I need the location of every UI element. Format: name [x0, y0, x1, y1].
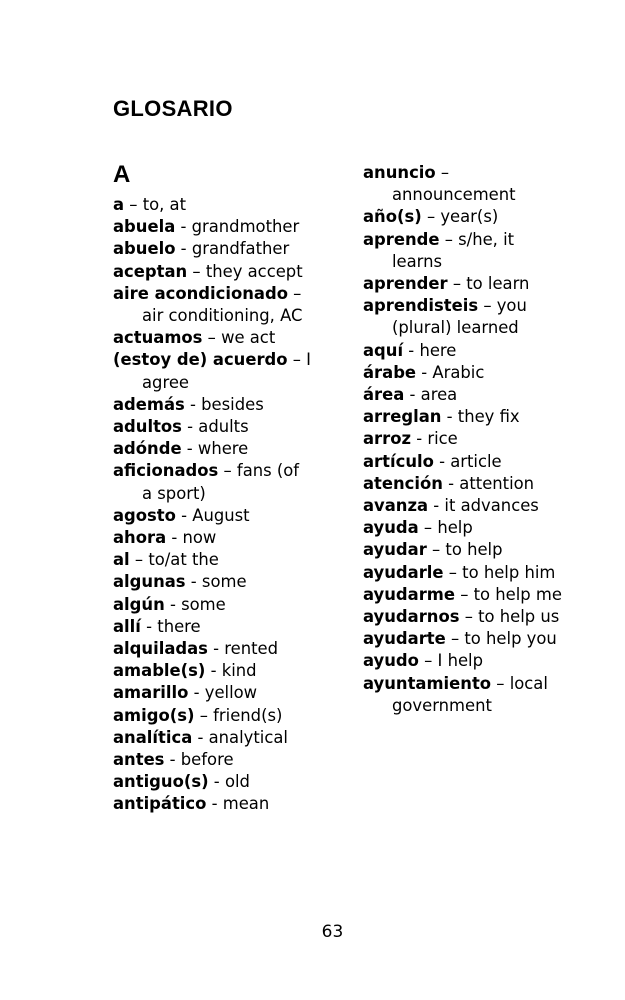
- entry-term: árabe: [363, 362, 417, 382]
- glossary-entry: [113, 705, 313, 727]
- entry-term: aprendisteis: [363, 296, 479, 316]
- entry-separator: –: [124, 195, 143, 214]
- entry-definition: we act: [221, 328, 276, 348]
- entry-definition: some: [201, 572, 247, 592]
- entry-separator: –: [439, 229, 459, 249]
- entry-term: algunas: [113, 572, 186, 592]
- entry-definition: before: [180, 750, 234, 770]
- glossary-entry: [113, 216, 313, 238]
- entry-definition: s/he, it learns: [392, 229, 515, 271]
- entry-separator: –: [129, 550, 149, 570]
- entry-definition: you (plural) learned: [392, 296, 527, 338]
- entry-definition: kind: [221, 661, 257, 681]
- entry-definition: now: [182, 528, 217, 548]
- glossary-entry: [113, 727, 313, 749]
- entry-term: avanza: [363, 496, 429, 516]
- entry-separator: –: [435, 163, 450, 182]
- entry-separator: -: [416, 362, 433, 382]
- entry-definition: to help us: [478, 607, 560, 627]
- entry-term: amarillo: [113, 683, 189, 703]
- entry-separator: –: [194, 705, 214, 725]
- entry-term: aquí: [363, 340, 404, 360]
- glossary-entry: [113, 571, 313, 593]
- entry-separator: –: [454, 584, 474, 604]
- entry-definition: friend(s): [213, 705, 283, 725]
- entry-term: artículo: [363, 451, 434, 471]
- glossary-entry: [363, 606, 563, 628]
- glossary-entry: [363, 562, 563, 584]
- entry-term: aficionados: [113, 461, 219, 481]
- entry-term: antes: [113, 750, 165, 770]
- entry-term: ayuntamiento: [363, 673, 492, 693]
- glossary-entry: [363, 384, 563, 406]
- entry-term: aire acondicionado: [113, 283, 288, 303]
- entry-term: algún: [113, 594, 165, 614]
- glossary-entry: [363, 206, 563, 228]
- glossary-entry: [113, 682, 313, 704]
- entry-term: (estoy de) acuerdo: [113, 350, 288, 370]
- entry-definition: to help: [445, 540, 503, 560]
- glossary-entry: [113, 283, 313, 327]
- glossary-entry: [113, 505, 313, 527]
- entry-term: ayudo: [363, 651, 419, 671]
- glossary-entry: [363, 273, 563, 295]
- entry-term: actuamos: [113, 328, 203, 348]
- glossary-entry: [113, 527, 313, 549]
- entry-separator: –: [202, 328, 222, 348]
- entry-term: aprende: [363, 229, 440, 249]
- entry-separator: –: [478, 296, 497, 316]
- glossary-entry: [113, 771, 313, 793]
- entry-separator: –: [491, 673, 510, 693]
- entry-definition: rented: [224, 639, 279, 659]
- glossary-entry: [363, 229, 563, 273]
- glossary-entry: [113, 438, 313, 460]
- entry-separator: –: [187, 261, 206, 281]
- entry-separator: -: [192, 727, 209, 747]
- entry-definition: it advances: [444, 496, 539, 516]
- entry-separator: -: [164, 594, 182, 614]
- glossary-entry: [113, 460, 313, 504]
- entry-definition: grandfather: [191, 239, 290, 259]
- glossary-entry: [363, 362, 563, 384]
- entry-separator: -: [175, 217, 192, 237]
- entry-term: allí: [113, 616, 141, 636]
- glossary-entry: [363, 673, 563, 717]
- entry-separator: –: [447, 274, 467, 294]
- entry-term: amable(s): [113, 661, 206, 681]
- entry-term: abuela: [113, 217, 176, 237]
- entry-separator: –: [421, 207, 441, 227]
- entry-separator: -: [404, 385, 421, 405]
- entry-definition: I agree: [142, 350, 312, 392]
- entry-definition: to help you: [464, 629, 557, 649]
- glossary-entry: [113, 349, 313, 393]
- glossary-entry: [363, 473, 563, 495]
- entry-definition: article: [450, 451, 502, 471]
- entry-term: adónde: [113, 439, 182, 459]
- entry-definition: to learn: [466, 274, 530, 294]
- entry-separator: -: [175, 505, 193, 525]
- entry-separator: -: [207, 639, 225, 659]
- entry-term: abuelo: [113, 239, 176, 259]
- entry-separator: –: [287, 350, 307, 370]
- glossary-column-right: [363, 162, 563, 717]
- entry-term: ayuda: [363, 518, 419, 538]
- glossary-entry: [113, 749, 313, 771]
- glossary-entry: [363, 295, 563, 339]
- entry-definition: some: [181, 594, 226, 614]
- entry-definition: adults: [198, 417, 249, 437]
- entry-definition: analytical: [208, 727, 288, 747]
- entry-separator: -: [181, 417, 199, 437]
- glossary-entry: [113, 594, 313, 616]
- glossary-entry: [363, 162, 563, 206]
- entry-term: anuncio: [363, 163, 436, 182]
- entry-separator: -: [188, 683, 205, 703]
- entry-separator: -: [164, 750, 181, 770]
- entry-definition: to help him: [462, 562, 556, 582]
- entry-term: arroz: [363, 429, 412, 449]
- entry-separator: –: [218, 461, 237, 481]
- entry-term: alquiladas: [113, 639, 208, 659]
- entry-term: ayudarte: [363, 629, 446, 649]
- glossary-entry: [113, 660, 313, 682]
- entry-definition: to, at: [142, 195, 187, 214]
- entry-definition: August: [192, 505, 250, 525]
- entry-term: atención: [363, 473, 443, 493]
- glossary-entry: [363, 406, 563, 428]
- entry-definition: announcement: [392, 185, 516, 205]
- section-letter: A: [113, 161, 131, 188]
- entry-definition: to/at the: [148, 550, 219, 570]
- entry-definition: rice: [427, 429, 458, 449]
- glossary-entry: [363, 628, 563, 650]
- glossary-entry: [363, 495, 563, 517]
- entry-separator: -: [205, 661, 222, 681]
- glossary-entry: [113, 638, 313, 660]
- entry-separator: -: [403, 340, 420, 360]
- entry-term: aceptan: [113, 261, 188, 281]
- entry-separator: -: [184, 394, 202, 414]
- entry-term: arreglan: [363, 407, 442, 427]
- glossary-entry: [113, 416, 313, 438]
- entry-definition: old: [224, 772, 250, 792]
- entry-term: ayudarle: [363, 562, 444, 582]
- glossary-entry: [113, 238, 313, 260]
- entry-definition: where: [197, 439, 249, 459]
- entry-separator: –: [287, 283, 302, 303]
- entry-definition: I help: [437, 651, 484, 671]
- entry-term: año(s): [363, 207, 422, 227]
- entry-separator: -: [185, 572, 202, 592]
- entry-separator: –: [445, 629, 465, 649]
- glossary-entry: [363, 451, 563, 473]
- entry-separator: -: [441, 407, 458, 427]
- entry-list-left: [113, 194, 313, 816]
- entry-definition: there: [157, 616, 201, 636]
- entry-definition: they accept: [205, 261, 303, 281]
- entry-separator: -: [206, 794, 223, 814]
- entry-separator: -: [208, 772, 225, 792]
- entry-term: amigo(s): [113, 705, 195, 725]
- glossary-entry: [113, 261, 313, 283]
- entry-separator: -: [166, 528, 183, 548]
- entry-term: agosto: [113, 505, 176, 525]
- entry-definition: area: [420, 385, 458, 405]
- page-number: 63: [321, 922, 344, 942]
- entry-definition: fans (of a sport): [142, 461, 300, 503]
- entry-term: área: [363, 385, 405, 405]
- entry-definition: help: [437, 518, 473, 538]
- entry-term: adultos: [113, 417, 182, 437]
- entry-list-right: [363, 162, 563, 717]
- entry-definition: besides: [201, 394, 264, 414]
- entry-separator: –: [426, 540, 446, 560]
- glossary-entry: [363, 428, 563, 450]
- entry-separator: -: [411, 429, 428, 449]
- entry-term: ayudarme: [363, 584, 455, 604]
- entry-term: analítica: [113, 727, 193, 747]
- entry-separator: -: [433, 451, 451, 471]
- entry-definition: here: [419, 340, 457, 360]
- entry-term: ayudarnos: [363, 607, 460, 627]
- entry-separator: -: [442, 473, 460, 493]
- entry-separator: –: [459, 607, 479, 627]
- glossary-entry: [113, 616, 313, 638]
- glossary-entry: [113, 194, 313, 216]
- page-title: GLOSARIO: [113, 96, 233, 121]
- glossary-column-left: [113, 162, 313, 816]
- entry-term: además: [113, 394, 185, 414]
- entry-term: antipático: [113, 794, 207, 814]
- entry-separator: –: [418, 518, 438, 538]
- entry-separator: -: [175, 239, 192, 259]
- entry-term: al: [113, 550, 130, 570]
- entry-definition: Arabic: [432, 362, 485, 382]
- glossary-entry: [363, 650, 563, 672]
- entry-definition: they fix: [457, 407, 520, 427]
- entry-definition: to help me: [473, 584, 562, 604]
- glossary-entry: [363, 539, 563, 561]
- entry-definition: grandmother: [191, 217, 300, 237]
- glossary-entry: [113, 793, 313, 815]
- glossary-entry: [113, 394, 313, 416]
- entry-definition: year(s): [440, 207, 499, 227]
- entry-separator: -: [181, 439, 198, 459]
- glossary-entry: [113, 549, 313, 571]
- entry-separator: –: [443, 562, 463, 582]
- entry-term: a: [113, 195, 125, 214]
- entry-definition: local government: [392, 673, 548, 715]
- entry-term: ahora: [113, 528, 167, 548]
- entry-term: aprender: [363, 274, 448, 294]
- glossary-entry: [113, 327, 313, 349]
- glossary-entry: [363, 340, 563, 362]
- entry-definition: mean: [222, 794, 270, 814]
- entry-definition: air conditioning, AC: [142, 306, 303, 326]
- glossary-entry: [363, 517, 563, 539]
- entry-term: ayudar: [363, 540, 427, 560]
- glossary-entry: [363, 584, 563, 606]
- entry-definition: attention: [459, 473, 535, 493]
- entry-definition: yellow: [204, 683, 258, 703]
- entry-separator: –: [418, 651, 438, 671]
- entry-separator: -: [140, 616, 158, 636]
- entry-term: antiguo(s): [113, 772, 209, 792]
- entry-separator: -: [428, 496, 445, 516]
